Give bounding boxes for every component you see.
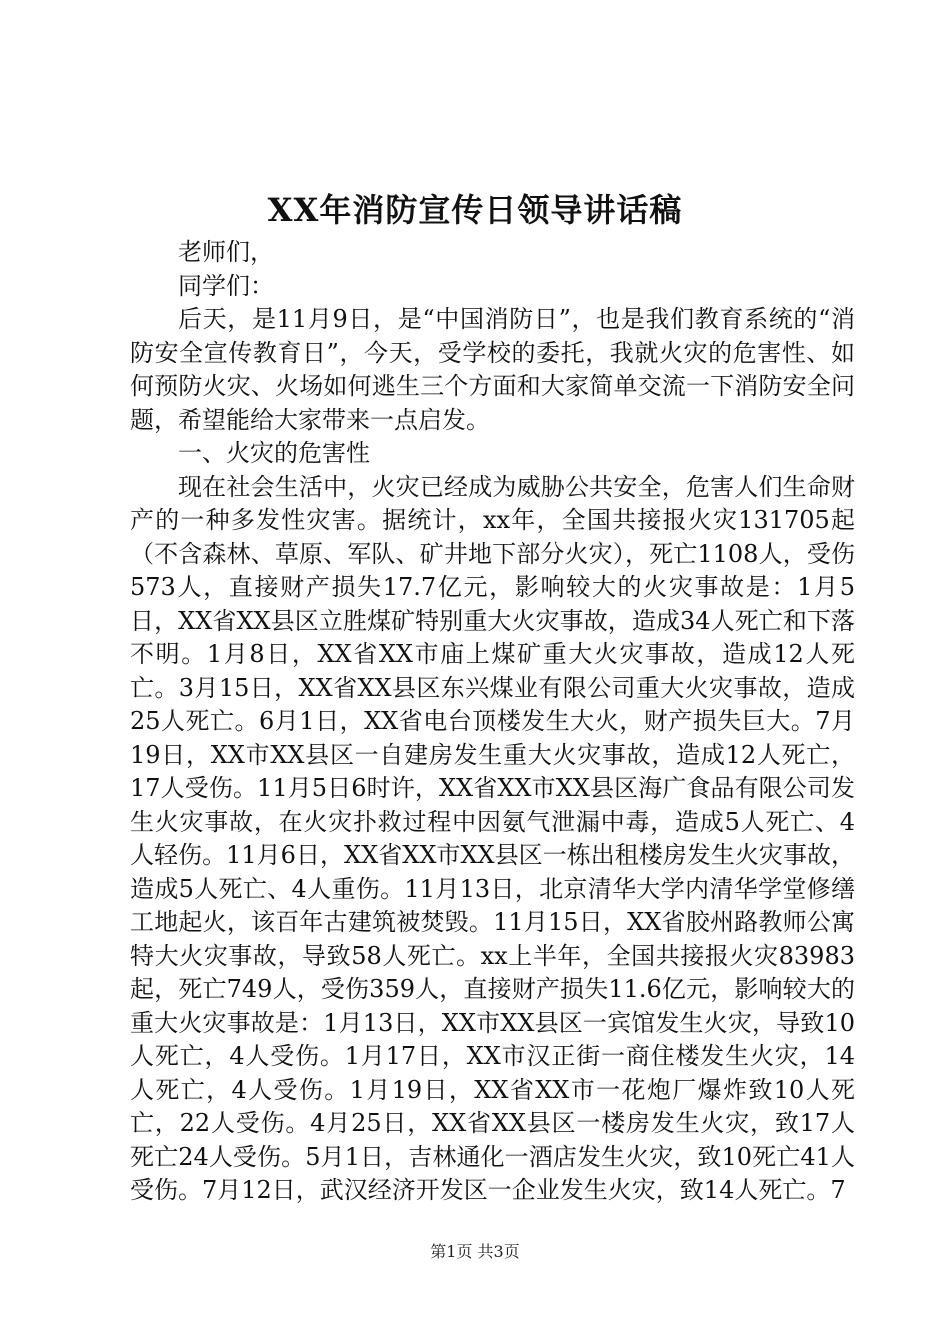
document-body bbox=[130, 236, 855, 1208]
document-title: XX年消防宣传日领导讲话稿 bbox=[267, 191, 683, 229]
intro-paragraph: 后天，是11月9日，是“中国消防日”，也是我们教育系统的“消防安全宣传教育日”，今天，受学校的委托，我就火灾的危害性、如何预防火灾、火场如何逃生三个方面和大家简单交流一下消防安全问题，希望能给大家带来一点启发。 bbox=[130, 305, 855, 434]
salutation-students: 同学们： bbox=[178, 271, 274, 300]
section-heading: 一、火灾的危害性 bbox=[178, 439, 370, 467]
page-footer: 第1页 共3页 bbox=[430, 1242, 520, 1261]
body-paragraph: 现在社会生活中，火灾已经成为威胁公共安全，危害人们生命财产的一种多发性灾害。据统计，xx年，全国共接报火灾131705起（不含森林、草原、军队、矿井地下部分火灾），死亡1108人，受伤573人，直接财产损失17.7亿元，影响较大的火灾事故是：1月5日，XX省XX县区立胜煤矿特别重大火灾事故，造成34人死亡和下落不明。1月8日，XX省XX市庙上煤矿重大火灾事故，造成12人死亡。3月15日，XX省XX县区东兴煤业有限公司重大火灾事故，造成25人死亡。6月1日，XX省电台顶楼发生大火，财产损失巨大。7月19日，XX市XX县区一自建房发生重大火灾事故，造成12人死亡，17人受伤。11月5日6时许，XX省XX市XX县区海广食品有限公司发生火灾事故，在火灾扑救过程中因氨气泄漏中毒，造成5人死亡、4人轻伤。11月6日，XX省XX市XX县区一栋出租楼房发生火灾事故，造成5人死亡、4人重伤。11月13日，北京清华大学内清华学堂修缮工地起火，该百年古建筑被焚毁。11月15日，XX省胶州路教师公寓特大火灾事故，导致58人死亡。xx上半年，全国共接报火灾83983起，死亡749人，受伤359人，直接财产损失11.6亿元，影响较大的重大火灾事故是：1月13日，XX市XX县区一宾馆发生火灾，导致10人死亡，4人受伤。1月17日，XX市汉正街一商住楼发生火灾，14人死亡，4人受伤。1月19日，XX省XX市一花炮厂爆炸致10人死亡，22人受伤。4月25日，XX省XX县区一楼房发生火灾，致17人死亡24人受伤。5月1日，吉林通化一酒店发生火灾，致10死亡41人受伤。7月12日，武汉经济开发区一企业发生火灾，致14人死亡。7 bbox=[130, 472, 855, 1204]
salutation-teachers: 老师们， bbox=[178, 238, 274, 266]
